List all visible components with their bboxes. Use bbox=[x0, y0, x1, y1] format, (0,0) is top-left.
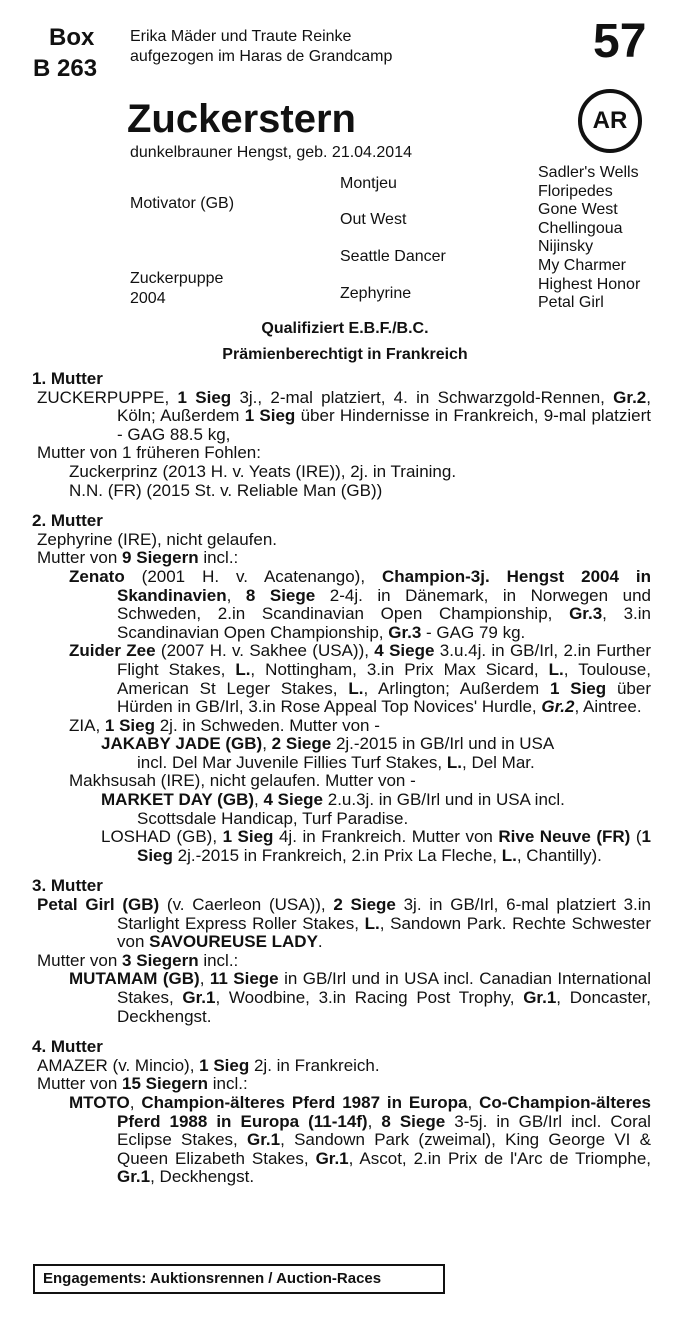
dam-lines bbox=[32, 369, 652, 1187]
ar-badge: AR bbox=[578, 89, 642, 153]
dam2-jakaby-jade-cont: incl. Del Mar Juvenile Fillies Turf Stakes, L., Del Mar. bbox=[137, 752, 535, 772]
dam3-mutamam: MUTAMAM (GB), 11 Siege in GB/Irl und in USA incl. Canadian International Stakes, Gr.1, Woodbine, 3.in Racing Post Trophy, Gr.1, Doncaster, Deckhengst. bbox=[69, 969, 651, 1026]
pedigree-dam: Zuckerpuppe bbox=[130, 270, 224, 287]
lot-number: 57 bbox=[593, 15, 647, 68]
dam2-makhsusah: Makhsusah (IRE), nicht gelaufen. Mutter von - bbox=[69, 771, 416, 791]
breeder-line-1: Erika Mäder und Traute Reinke bbox=[130, 28, 352, 45]
pedigree-g3-5: Nijinsky bbox=[538, 238, 594, 256]
pedigree-g3-3: Gone West bbox=[538, 201, 618, 219]
dam2-heading: 2. Mutter bbox=[32, 511, 103, 531]
qualification-line-1: Qualifiziert E.B.F./B.C. bbox=[261, 320, 429, 337]
dam3-petal-girl: Petal Girl (GB) (v. Caerleon (USA)), 2 Siege 3j. in GB/Irl, 6-mal platziert 3.in Starlight Express Roller Stakes, L., Sandown Park. Rechte Schwester von SAVOUREUSE LADY. bbox=[37, 895, 651, 952]
pedigree-sire-sire: Montjeu bbox=[340, 175, 397, 192]
dam1-foals-intro: Mutter von 1 früheren Fohlen: bbox=[37, 443, 261, 463]
dam1-foal-2: N.N. (FR) (2015 St. v. Reliable Man (GB)) bbox=[69, 480, 383, 500]
dam1-record: ZUCKERPUPPE, 1 Sieg 3j., 2-mal platziert, 4. in Schwarzgold-Rennen, Gr.2, Köln; Außerdem 1 Sieg über Hindernisse in Frankreich, 9-mal platziert - GAG 88.5 kg, bbox=[37, 387, 651, 444]
box-code: B 263 bbox=[33, 55, 98, 82]
dam2-zia: ZIA, 1 Sieg 2j. in Schweden. Mutter von - bbox=[69, 715, 380, 735]
pedigree-sire-dam: Out West bbox=[340, 211, 407, 228]
dam4-winners: Mutter von 15 Siegern incl.: bbox=[37, 1074, 248, 1094]
pedigree-dam-sire: Seattle Dancer bbox=[340, 248, 446, 265]
pedigree-g3-1: Sadler's Wells bbox=[538, 164, 639, 181]
dam3-heading: 3. Mutter bbox=[32, 876, 103, 896]
dam2-market-day-cont: Scottsdale Handicap, Turf Paradise. bbox=[137, 808, 409, 828]
box-label: Box bbox=[49, 24, 95, 51]
pedigree-g3-2: Floripedes bbox=[538, 182, 613, 200]
dam2-loshad: LOSHAD (GB), 1 Sieg 4j. in Frankreich. Mutter von Rive Neuve (FR) (1 Sieg 2j.-2015 in Frankreich, 2.in Prix La Fleche, L., Chantilly). bbox=[101, 827, 651, 865]
dam2-jakaby-jade: JAKABY JADE (GB), 2 Siege 2j.-2015 in GB/Irl und in USA bbox=[101, 734, 555, 754]
breeder-info bbox=[130, 27, 392, 67]
pedigree-g3-4: Chellingoua bbox=[538, 219, 623, 237]
dam2-zenato: Zenato (2001 H. v. Acatenango), Champion-3j. Hengst 2004 in Skandinavien, 8 Siege 2-4j. in Dänemark, in Norwegen und Schweden, 2.in Scandinavian Open Championship, Gr.3, 3.in Scandinavian Open Championship, Gr.3 - GAG 79 kg. bbox=[69, 566, 652, 642]
qualification-line-2: Prämienberechtigt in Frankreich bbox=[222, 346, 468, 363]
pedigree-g3-7: Highest Honor bbox=[538, 275, 641, 293]
engagements-box: Engagements: Auktionsrennen / Auction-Races bbox=[33, 1264, 445, 1294]
pedigree-g3-column bbox=[538, 164, 640, 313]
pedigree-sire: Motivator (GB) bbox=[130, 195, 235, 212]
pedigree-dam-dam: Zephyrine bbox=[340, 285, 412, 302]
dam4-mtoto: MTOTO, Champion-älteres Pferd 1987 in Europa, Co-Champion-älteres Pferd 1988 in Europa (11-14f), 8 Siege 3-5j. in GB/Irl incl. Coral Eclipse Stakes, Gr.1, Sandown Park (zweimal), King George VI & Queen Elizabeth Stakes, Gr.1, Ascot, 2.in Prix de l'Arc de Triomphe, Gr.1, Deckhengst. bbox=[69, 1092, 652, 1187]
dam3-winners: Mutter von 3 Siegern incl.: bbox=[37, 950, 239, 970]
box-number bbox=[33, 22, 97, 84]
dam1-heading: 1. Mutter bbox=[32, 369, 103, 388]
breeder-line-2: aufgezogen im Haras de Grandcamp bbox=[130, 48, 393, 65]
dam4-heading: 4. Mutter bbox=[32, 1037, 103, 1057]
pedigree-g3-6: My Charmer bbox=[538, 256, 627, 274]
dam2-zuider-zee: Zuider Zee (2007 H. v. Sakhee (USA)), 4 Siege 3.u.4j. in GB/Irl, 2.in Further Flight Stakes, L., Nottingham, 3.in Prix Max Sicard, L., Toulouse, American St Leger Stakes, L., Arlington; Außerdem 1 Sieg über Hürden in GB/Irl, 3.in Rose Appeal Top Novices' Hurdle, Gr.2, Aintree. bbox=[69, 641, 652, 717]
pedigree-g3-8: Petal Girl bbox=[538, 294, 604, 312]
dam2-winners: Mutter von 9 Siegern incl.: bbox=[37, 548, 239, 568]
horse-name: Zuckerstern bbox=[127, 97, 356, 141]
dam1-foal-1: Zuckerprinz (2013 H. v. Yeats (IRE)), 2j. in Training. bbox=[69, 461, 457, 481]
dam2-intro: Zephyrine (IRE), nicht gelaufen. bbox=[37, 529, 278, 549]
dam4-amazer: AMAZER (v. Mincio), 1 Sieg 2j. in Frankreich. bbox=[37, 1055, 380, 1075]
dam2-market-day: MARKET DAY (GB), 4 Siege 2.u.3j. in GB/Irl und in USA incl. bbox=[101, 790, 565, 810]
horse-description: dunkelbrauner Hengst, geb. 21.04.2014 bbox=[130, 144, 412, 161]
pedigree-dam-year: 2004 bbox=[130, 290, 166, 307]
